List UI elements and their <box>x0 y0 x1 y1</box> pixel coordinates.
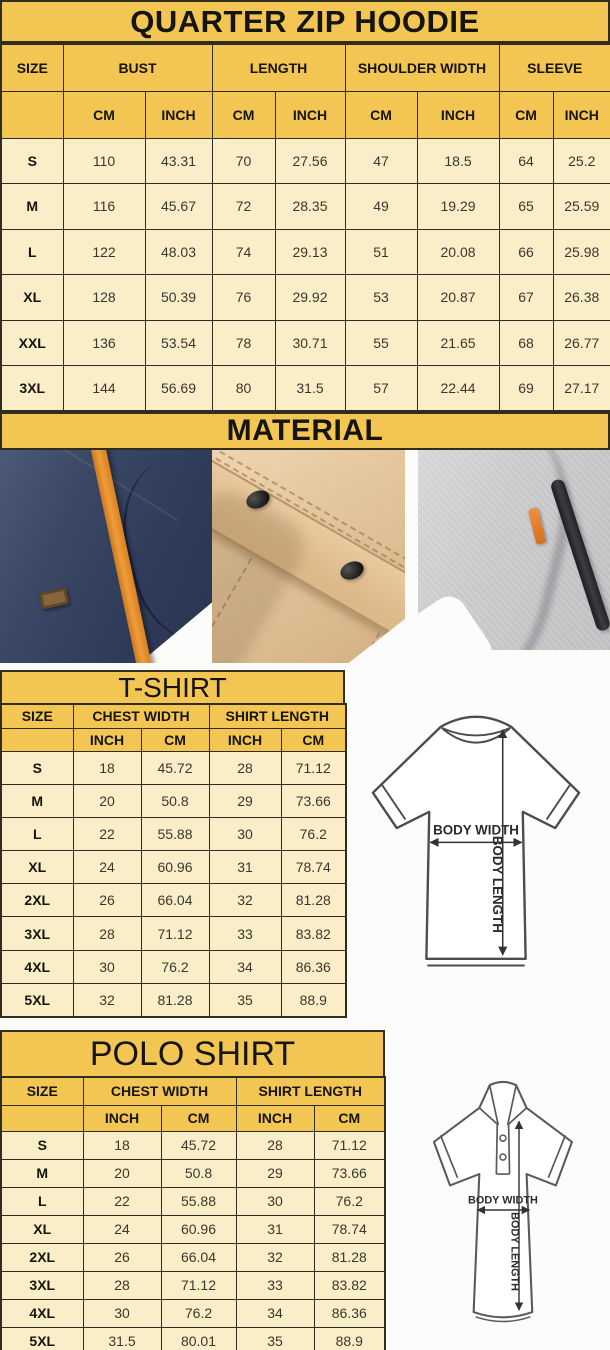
measurement-value: 72 <box>212 184 275 230</box>
col-header-size: SIZE <box>1 704 73 728</box>
measurement-value: 29 <box>209 784 281 817</box>
measurement-value: 71.12 <box>141 917 209 950</box>
size-label: 4XL <box>1 950 73 983</box>
measurement-value: 31.5 <box>275 366 345 412</box>
empty-cell <box>1 1105 83 1131</box>
table-row <box>1 851 346 884</box>
measurement-value: 78.74 <box>314 1215 385 1243</box>
measurement-value: 30 <box>73 950 141 983</box>
table-row <box>1 1299 385 1327</box>
body-length-label: BODY LENGTH <box>490 835 506 933</box>
measurement-value: 81.28 <box>314 1243 385 1271</box>
tshirt-outline <box>373 717 579 959</box>
measurement-value: 32 <box>236 1243 314 1271</box>
col-header-shoulder-width: SHOULDER WIDTH <box>345 44 499 91</box>
measurement-value: 73.66 <box>314 1159 385 1187</box>
measurement-value: 53.54 <box>145 320 212 366</box>
measurement-value: 45.72 <box>161 1131 236 1159</box>
unit-header: INCH <box>275 91 345 138</box>
table-row <box>1 884 346 917</box>
size-label: S <box>1 1131 83 1159</box>
measurement-value: 122 <box>63 229 145 275</box>
size-label: L <box>1 229 63 275</box>
measurement-value: 25.98 <box>553 229 610 275</box>
tshirt-diagram-box <box>350 698 602 1007</box>
measurement-value: 144 <box>63 366 145 412</box>
unit-header: INCH <box>83 1105 161 1131</box>
unit-header: INCH <box>73 728 141 751</box>
table-row <box>1 1271 385 1299</box>
measurement-value: 28.35 <box>275 184 345 230</box>
measurement-value: 45.67 <box>145 184 212 230</box>
measurement-value: 48.03 <box>145 229 212 275</box>
measurement-value: 32 <box>209 884 281 917</box>
measurement-value: 55.88 <box>141 817 209 850</box>
material-photo-khaki-pocket <box>212 450 405 663</box>
measurement-value: 83.82 <box>281 917 346 950</box>
measurement-value: 71.12 <box>314 1131 385 1159</box>
measurement-value: 35 <box>209 983 281 1016</box>
unit-header: INCH <box>236 1105 314 1131</box>
measurement-value: 31.5 <box>83 1327 161 1350</box>
measurement-value: 29 <box>236 1159 314 1187</box>
measurement-value: 28 <box>83 1271 161 1299</box>
unit-header: INCH <box>209 728 281 751</box>
measurement-value: 55.88 <box>161 1187 236 1215</box>
size-label: 5XL <box>1 1327 83 1350</box>
measurement-value: 78 <box>212 320 275 366</box>
hoodie-title: QUARTER ZIP HOODIE <box>0 0 610 43</box>
table-row <box>1 751 346 784</box>
measurement-value: 32 <box>73 983 141 1016</box>
measurement-value: 29.92 <box>275 275 345 321</box>
measurement-value: 33 <box>236 1271 314 1299</box>
measurement-value: 80.01 <box>161 1327 236 1350</box>
size-label: L <box>1 1187 83 1215</box>
measurement-value: 56.69 <box>145 366 212 412</box>
size-label: 5XL <box>1 983 73 1016</box>
size-label: 3XL <box>1 366 63 412</box>
unit-header: CM <box>281 728 346 751</box>
col-header-length: LENGTH <box>212 44 345 91</box>
empty-cell <box>1 91 63 138</box>
measurement-value: 34 <box>236 1299 314 1327</box>
table-row <box>1 366 610 412</box>
measurement-value: 31 <box>209 851 281 884</box>
measurement-value: 51 <box>345 229 417 275</box>
measurement-value: 65 <box>499 184 553 230</box>
hoodie-size-table <box>0 43 610 412</box>
measurement-value: 28 <box>236 1131 314 1159</box>
measurement-value: 20.87 <box>417 275 499 321</box>
measurement-value: 47 <box>345 138 417 184</box>
measurement-value: 55 <box>345 320 417 366</box>
measurement-value: 66.04 <box>141 884 209 917</box>
table-row <box>1 320 610 366</box>
measurement-value: 73.66 <box>281 784 346 817</box>
unit-header: INCH <box>417 91 499 138</box>
measurement-value: 49 <box>345 184 417 230</box>
hoodie-group-header-row <box>1 44 610 91</box>
table-row <box>1 1243 385 1271</box>
measurement-value: 24 <box>73 851 141 884</box>
unit-header: CM <box>345 91 417 138</box>
tshirt-unit-header-row <box>1 728 346 751</box>
polo-button-icon <box>500 1154 506 1160</box>
measurement-value: 88.9 <box>281 983 346 1016</box>
measurement-value: 66.04 <box>161 1243 236 1271</box>
body-length-label: BODY LENGTH <box>508 1212 521 1292</box>
table-row <box>1 1327 385 1350</box>
col-header-shirt-length: SHIRT LENGTH <box>209 704 346 728</box>
measurement-value: 81.28 <box>281 884 346 917</box>
measurement-value: 76.2 <box>141 950 209 983</box>
unit-header: CM <box>161 1105 236 1131</box>
measurement-value: 50.39 <box>145 275 212 321</box>
table-row <box>1 983 346 1016</box>
hoodie-section <box>0 0 610 412</box>
measurement-value: 70 <box>212 138 275 184</box>
material-section <box>0 412 610 664</box>
size-label: 4XL <box>1 1299 83 1327</box>
measurement-value: 25.2 <box>553 138 610 184</box>
body-width-label: BODY WIDTH <box>433 822 519 838</box>
measurement-value: 18 <box>73 751 141 784</box>
measurement-value: 86.36 <box>314 1299 385 1327</box>
measurement-value: 76.2 <box>161 1299 236 1327</box>
measurement-value: 71.12 <box>161 1271 236 1299</box>
col-header-size: SIZE <box>1 1077 83 1105</box>
tshirt-group-header-row <box>1 704 346 728</box>
unit-header: CM <box>212 91 275 138</box>
measurement-value: 20 <box>73 784 141 817</box>
measurement-value: 33 <box>209 917 281 950</box>
measurement-value: 71.12 <box>281 751 346 784</box>
table-row <box>1 184 610 230</box>
size-label: XL <box>1 1215 83 1243</box>
measurement-value: 110 <box>63 138 145 184</box>
table-row <box>1 784 346 817</box>
unit-header: CM <box>499 91 553 138</box>
body-width-label: BODY WIDTH <box>468 1194 538 1207</box>
polo-diagram-box <box>398 1072 606 1350</box>
measurement-value: 18 <box>83 1131 161 1159</box>
col-header-sleeve: SLEEVE <box>499 44 610 91</box>
measurement-value: 76.2 <box>281 817 346 850</box>
polo-section <box>0 1030 610 1350</box>
polo-group-header-row <box>1 1077 385 1105</box>
tshirt-title: T-SHIRT <box>0 670 345 703</box>
size-label: 3XL <box>1 917 73 950</box>
drawstring-buckle <box>39 587 70 609</box>
measurement-value: 28 <box>73 917 141 950</box>
measurement-value: 22.44 <box>417 366 499 412</box>
table-row <box>1 917 346 950</box>
measurement-value: 78.74 <box>281 851 346 884</box>
measurement-value: 26 <box>73 884 141 917</box>
measurement-value: 80 <box>212 366 275 412</box>
material-title: MATERIAL <box>0 412 610 450</box>
measurement-value: 88.9 <box>314 1327 385 1350</box>
measurement-value: 24 <box>83 1215 161 1243</box>
measurement-value: 21.65 <box>417 320 499 366</box>
measurement-value: 22 <box>73 817 141 850</box>
table-row <box>1 817 346 850</box>
measurement-value: 34 <box>209 950 281 983</box>
measurement-value: 76.2 <box>314 1187 385 1215</box>
measurement-value: 68 <box>499 320 553 366</box>
measurement-value: 25.59 <box>553 184 610 230</box>
measurement-value: 116 <box>63 184 145 230</box>
size-label: XXL <box>1 320 63 366</box>
measurement-value: 31 <box>236 1215 314 1243</box>
tshirt-section <box>0 670 610 1022</box>
measurement-value: 83.82 <box>314 1271 385 1299</box>
measurement-value: 20.08 <box>417 229 499 275</box>
measurement-value: 69 <box>499 366 553 412</box>
measurement-value: 45.72 <box>141 751 209 784</box>
size-label: M <box>1 1159 83 1187</box>
measurement-value: 22 <box>83 1187 161 1215</box>
measurement-value: 86.36 <box>281 950 346 983</box>
table-row <box>1 229 610 275</box>
size-label: S <box>1 138 63 184</box>
col-header-shirt-length: SHIRT LENGTH <box>236 1077 385 1105</box>
measurement-value: 64 <box>499 138 553 184</box>
measurement-value: 18.5 <box>417 138 499 184</box>
measurement-value: 76 <box>212 275 275 321</box>
polo-unit-header-row <box>1 1105 385 1131</box>
measurement-value: 74 <box>212 229 275 275</box>
table-row <box>1 950 346 983</box>
col-header-bust: BUST <box>63 44 212 91</box>
measurement-value: 43.31 <box>145 138 212 184</box>
measurement-value: 27.17 <box>553 366 610 412</box>
material-photo-navy-drawstring <box>0 450 212 663</box>
measurement-value: 66 <box>499 229 553 275</box>
measurement-value: 67 <box>499 275 553 321</box>
polo-button-icon <box>500 1135 506 1141</box>
measurement-value: 136 <box>63 320 145 366</box>
tshirt-size-table <box>0 703 347 1018</box>
measurement-value: 30.71 <box>275 320 345 366</box>
measurement-value: 26 <box>83 1243 161 1271</box>
measurement-value: 19.29 <box>417 184 499 230</box>
table-row <box>1 275 610 321</box>
size-label: M <box>1 784 73 817</box>
measurement-value: 29.13 <box>275 229 345 275</box>
table-row <box>1 1215 385 1243</box>
hoodie-unit-header-row <box>1 91 610 138</box>
size-label: S <box>1 751 73 784</box>
col-header-size: SIZE <box>1 44 63 91</box>
size-label: L <box>1 817 73 850</box>
size-label: 2XL <box>1 1243 83 1271</box>
measurement-value: 81.28 <box>141 983 209 1016</box>
table-row <box>1 1187 385 1215</box>
tshirt-diagram <box>350 698 602 1002</box>
measurement-value: 26.38 <box>553 275 610 321</box>
polo-title: POLO SHIRT <box>0 1030 385 1076</box>
measurement-value: 30 <box>83 1299 161 1327</box>
measurement-value: 53 <box>345 275 417 321</box>
measurement-value: 60.96 <box>161 1215 236 1243</box>
measurement-value: 57 <box>345 366 417 412</box>
measurement-value: 50.8 <box>161 1159 236 1187</box>
measurement-value: 27.56 <box>275 138 345 184</box>
unit-header: INCH <box>145 91 212 138</box>
measurement-value: 26.77 <box>553 320 610 366</box>
measurement-value: 30 <box>236 1187 314 1215</box>
material-photo-gray-zipper <box>418 450 610 650</box>
measurement-value: 60.96 <box>141 851 209 884</box>
size-label: 3XL <box>1 1271 83 1299</box>
measurement-value: 35 <box>236 1327 314 1350</box>
unit-header: CM <box>63 91 145 138</box>
measurement-value: 50.8 <box>141 784 209 817</box>
polo-diagram <box>398 1072 606 1348</box>
unit-header: CM <box>141 728 209 751</box>
measurement-value: 30 <box>209 817 281 850</box>
table-row <box>1 138 610 184</box>
unit-header: CM <box>314 1105 385 1131</box>
material-photo-strip <box>0 450 610 664</box>
polo-table-wrap <box>0 1030 385 1350</box>
size-label: XL <box>1 275 63 321</box>
col-header-chest-width: CHEST WIDTH <box>83 1077 236 1105</box>
unit-header: INCH <box>553 91 610 138</box>
col-header-chest-width: CHEST WIDTH <box>73 704 209 728</box>
polo-size-table <box>0 1076 386 1350</box>
table-row <box>1 1131 385 1159</box>
size-label: M <box>1 184 63 230</box>
size-label: XL <box>1 851 73 884</box>
measurement-value: 20 <box>83 1159 161 1187</box>
size-label: 2XL <box>1 884 73 917</box>
tshirt-table-wrap <box>0 670 345 1018</box>
measurement-value: 28 <box>209 751 281 784</box>
measurement-value: 128 <box>63 275 145 321</box>
table-row <box>1 1159 385 1187</box>
empty-cell <box>1 728 73 751</box>
